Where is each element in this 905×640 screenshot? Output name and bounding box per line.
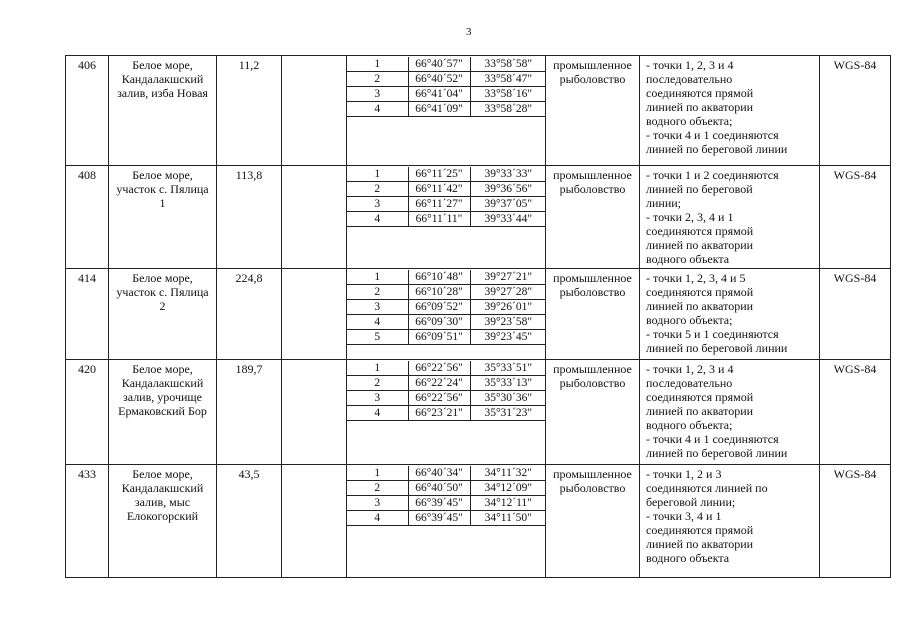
coordinates-table [347,270,546,345]
longitude: 39°23´45" [470,330,546,345]
coordinate-row [347,481,546,496]
latitude: 66°40´50" [408,481,470,496]
point-number: 3 [347,300,408,315]
longitude: 39°33´33" [470,167,546,182]
coordinate-row [347,285,546,300]
longitude: 34°11´50" [470,511,546,526]
empty-cell [282,465,347,578]
description-line: линией по акватории [646,404,754,418]
table-row [66,360,891,465]
latitude: 66°22´24" [408,376,470,391]
coordinate-row [347,300,546,315]
boundary-description [640,465,820,578]
point-number: 4 [347,212,408,227]
coordinate-row [347,102,546,117]
description-line: линией по акватории [646,100,754,114]
point-number: 3 [347,87,408,102]
latitude: 66°22´56" [408,361,470,376]
description-line: соединяются прямой [646,285,754,299]
latitude: 66°40´57" [408,57,470,72]
area-number: 406 [66,56,109,166]
point-number: 2 [347,481,408,496]
empty-cell [282,56,347,166]
description-line: соединяются прямой [646,523,754,537]
longitude: 39°27´28" [470,285,546,300]
coordinate-row [347,406,546,421]
coordinate-row [347,270,546,285]
longitude: 35°30´36" [470,391,546,406]
empty-cell [282,360,347,465]
description-line: водного объекта [646,551,730,565]
longitude: 35°31´23" [470,406,546,421]
description-line: линией по акватории [646,238,754,252]
latitude: 66°11´11" [408,212,470,227]
coordinate-row [347,57,546,72]
area-number: 420 [66,360,109,465]
point-number: 2 [347,72,408,87]
description-line: соединяются прямой [646,224,754,238]
longitude: 34°12´11" [470,496,546,511]
description-line: линией по береговой [646,182,753,196]
coordinate-row [347,496,546,511]
table-body [66,56,891,578]
fishing-purpose: промышленное рыболовство [546,465,640,578]
description-line: - точки 3, 4 и 1 [646,509,722,523]
coordinates-cell [347,56,546,166]
coordinates-cell [347,360,546,465]
longitude: 34°12´09" [470,481,546,496]
latitude: 66°41´09" [408,102,470,117]
area-location: Белое море, участок с. Пялица 1 [109,166,217,269]
coordinates-table [347,466,546,526]
longitude: 33°58´28" [470,102,546,117]
latitude: 66°11´27" [408,197,470,212]
area-number: 433 [66,465,109,578]
longitude: 33°58´58" [470,57,546,72]
description-line: - точки 4 и 1 соединяются [646,432,779,446]
coordinate-row [347,72,546,87]
latitude: 66°10´28" [408,285,470,300]
point-number: 5 [347,330,408,345]
coordinate-row [347,330,546,345]
point-number: 1 [347,167,408,182]
coordinate-row [347,391,546,406]
longitude: 39°37´05" [470,197,546,212]
point-number: 3 [347,496,408,511]
latitude: 66°11´25" [408,167,470,182]
description-line: линией по береговой линии [646,446,788,460]
empty-cell [282,166,347,269]
point-number: 4 [347,406,408,421]
table-row [66,166,891,269]
latitude: 66°40´52" [408,72,470,87]
coordinate-row [347,376,546,391]
coordinate-row [347,212,546,227]
empty-cell [282,269,347,360]
description-line: линией по акватории [646,299,754,313]
coordinate-row [347,182,546,197]
boundary-description [640,56,820,166]
latitude: 66°11´42" [408,182,470,197]
coordinate-row [347,361,546,376]
description-line: - точки 1, 2, 3 и 4 [646,362,734,376]
description-line: водного объекта [646,252,730,266]
latitude: 66°39´45" [408,496,470,511]
description-line: последовательно [646,376,733,390]
longitude: 34°11´32" [470,466,546,481]
longitude: 33°58´47" [470,72,546,87]
longitude: 35°33´51" [470,361,546,376]
longitude: 33°58´16" [470,87,546,102]
point-number: 1 [347,361,408,376]
coordinate-system: WGS-84 [820,360,891,465]
coordinate-system: WGS-84 [820,465,891,578]
area-size: 11,2 [217,56,282,166]
point-number: 2 [347,182,408,197]
table-row [66,56,891,166]
description-line: водного объекта; [646,418,733,432]
description-line: береговой линии; [646,495,736,509]
longitude: 39°26´01" [470,300,546,315]
area-location: Белое море, Кандалакшский залив, мыс Елокогорский [109,465,217,578]
description-line: соединяются линией по [646,481,768,495]
point-number: 1 [347,57,408,72]
coordinates-cell [347,166,546,269]
description-line: линией по акватории [646,537,754,551]
point-number: 3 [347,391,408,406]
boundary-description [640,269,820,360]
description-line: - точки 4 и 1 соединяются [646,128,779,142]
area-size: 224,8 [217,269,282,360]
point-number: 2 [347,285,408,300]
description-line: водного объекта; [646,313,733,327]
point-number: 2 [347,376,408,391]
latitude: 66°39´45" [408,511,470,526]
description-line: линией по береговой линии [646,341,788,355]
description-line: - точки 1 и 2 соединяются [646,168,779,182]
area-size: 43,5 [217,465,282,578]
coordinate-row [347,167,546,182]
point-number: 1 [347,270,408,285]
latitude: 66°22´56" [408,391,470,406]
coordinate-row [347,315,546,330]
coordinate-row [347,197,546,212]
description-line: последовательно [646,72,733,86]
boundary-description [640,360,820,465]
fishing-areas-table [65,55,891,578]
point-number: 4 [347,315,408,330]
coordinate-row [347,511,546,526]
coordinate-system: WGS-84 [820,56,891,166]
longitude: 39°36´56" [470,182,546,197]
table-row [66,465,891,578]
area-location: Белое море, Кандалакшский залив, изба Новая [109,56,217,166]
coordinate-row [347,87,546,102]
table-row [66,269,891,360]
description-line: - точки 1, 2, 3 и 4 [646,58,734,72]
coordinate-system: WGS-84 [820,166,891,269]
description-line: - точки 1, 2 и 3 [646,467,722,481]
longitude: 35°33´13" [470,376,546,391]
area-number: 414 [66,269,109,360]
latitude: 66°09´30" [408,315,470,330]
coordinate-system: WGS-84 [820,269,891,360]
description-line: - точки 2, 3, 4 и 1 [646,210,734,224]
latitude: 66°09´52" [408,300,470,315]
longitude: 39°33´44" [470,212,546,227]
fishing-purpose: промышленное рыболовство [546,166,640,269]
description-line: линией по береговой линии [646,142,788,156]
description-line: водного объекта; [646,114,733,128]
description-line: - точки 1, 2, 3, 4 и 5 [646,271,746,285]
fishing-purpose: промышленное рыболовство [546,360,640,465]
fishing-purpose: промышленное рыболовство [546,269,640,360]
coordinates-table [347,167,546,227]
latitude: 66°41´04" [408,87,470,102]
point-number: 4 [347,511,408,526]
area-size: 189,7 [217,360,282,465]
longitude: 39°27´21" [470,270,546,285]
coordinates-table [347,361,546,421]
area-location: Белое море, Кандалакшский залив, урочище Ермаковский Бор [109,360,217,465]
longitude: 39°23´58" [470,315,546,330]
coordinates-table [347,57,546,117]
fishing-purpose: промышленное рыболовство [546,56,640,166]
latitude: 66°23´21" [408,406,470,421]
description-line: - точки 5 и 1 соединяются [646,327,779,341]
description-line: линии; [646,196,682,210]
description-line: соединяются прямой [646,390,754,404]
area-size: 113,8 [217,166,282,269]
latitude: 66°10´48" [408,270,470,285]
latitude: 66°40´34" [408,466,470,481]
coordinates-cell [347,269,546,360]
coordinates-cell [347,465,546,578]
latitude: 66°09´51" [408,330,470,345]
area-number: 408 [66,166,109,269]
area-location: Белое море, участок с. Пялица 2 [109,269,217,360]
point-number: 1 [347,466,408,481]
coordinate-row [347,466,546,481]
page-number: 3 [466,26,472,38]
description-line: соединяются прямой [646,86,754,100]
point-number: 4 [347,102,408,117]
point-number: 3 [347,197,408,212]
boundary-description [640,166,820,269]
